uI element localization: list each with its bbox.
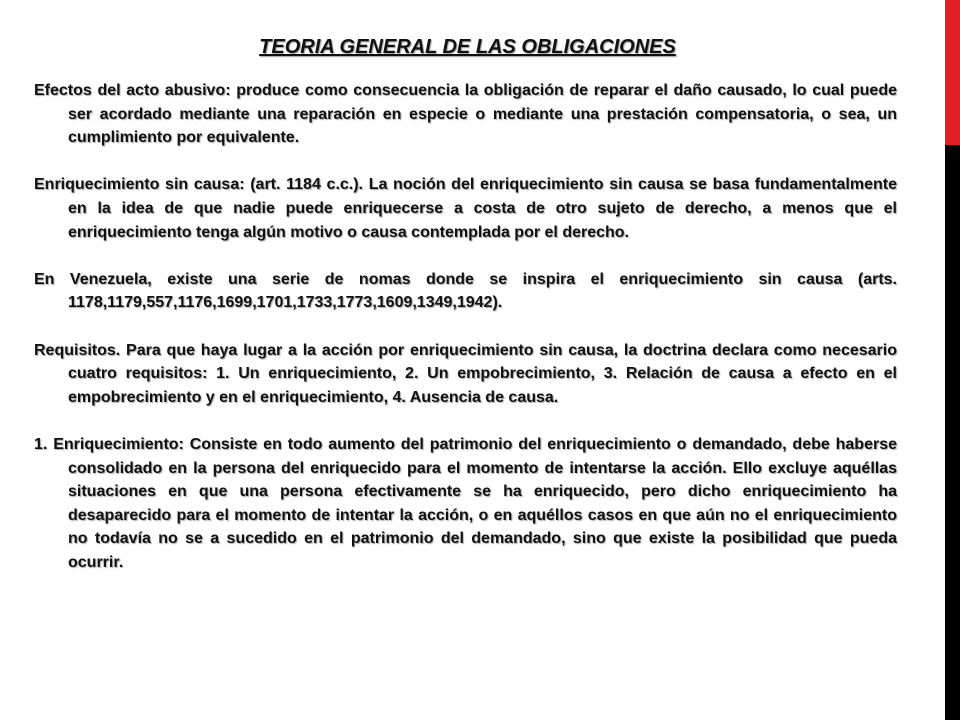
- red-accent-bar: [945, 0, 960, 145]
- black-accent-bar: [945, 145, 960, 720]
- slide-body: [34, 79, 897, 598]
- slide-title: TEORIA GENERAL DE LAS OBLIGACIONES: [259, 36, 676, 58]
- paragraph-venezuela-normas: En Venezuela, existe una serie de nomas donde se inspira el enriquecimiento sin causa (arts. 1178,1179,557,1176,1699,1701,1733,1773,1609,1349,1942).: [34, 270, 897, 312]
- paragraph-efectos-acto-abusivo: Efectos del acto abusivo: produce como consecuencia la obligación de reparar el daño causado, lo cual puede ser acordado mediante una reparación en especie o mediante una prestación compensatoria, o sea, un cumplimiento por equivalente.: [34, 82, 897, 147]
- paragraph-enriquecimiento-definicion: 1. Enriquecimiento: Consiste en todo aumento del patrimonio del enriquecimiento o demandado, debe haberse consolidado en la persona del enriquecido para el momento de intentarse la acción. Ello excluye aquéllas situaciones en que una persona efectivamente se ha enriquecido, pero dicho enriquecimiento ha desaparecido para el momento de intentar la acción, o en aquéllos casos en que aún no el enriquecimiento no todavía no se a sucedido en el patrimonio del demandado, sino que existe la posibilidad que pueda ocurrir.: [34, 435, 897, 571]
- paragraph-requisitos: Requisitos. Para que haya lugar a la acción por enriquecimiento sin causa, la doctrina declara como necesario cuatro requisitos: 1. Un enriquecimiento, 2. Un empobrecimiento, 3. Relación de causa a efecto en el empobrecimiento y en el enriquecimiento, 4. Ausencia de causa.: [34, 341, 897, 406]
- paragraph-enriquecimiento-sin-causa: Enriquecimiento sin causa: (art. 1184 c.c.). La noción del enriquecimiento sin causa se basa fundamentalmente en la idea de que nadie puede enriquecerse a costa de otro sujeto de derecho, a menos que el enriquecimiento tenga algún motivo o causa contemplada por el derecho.: [34, 176, 897, 241]
